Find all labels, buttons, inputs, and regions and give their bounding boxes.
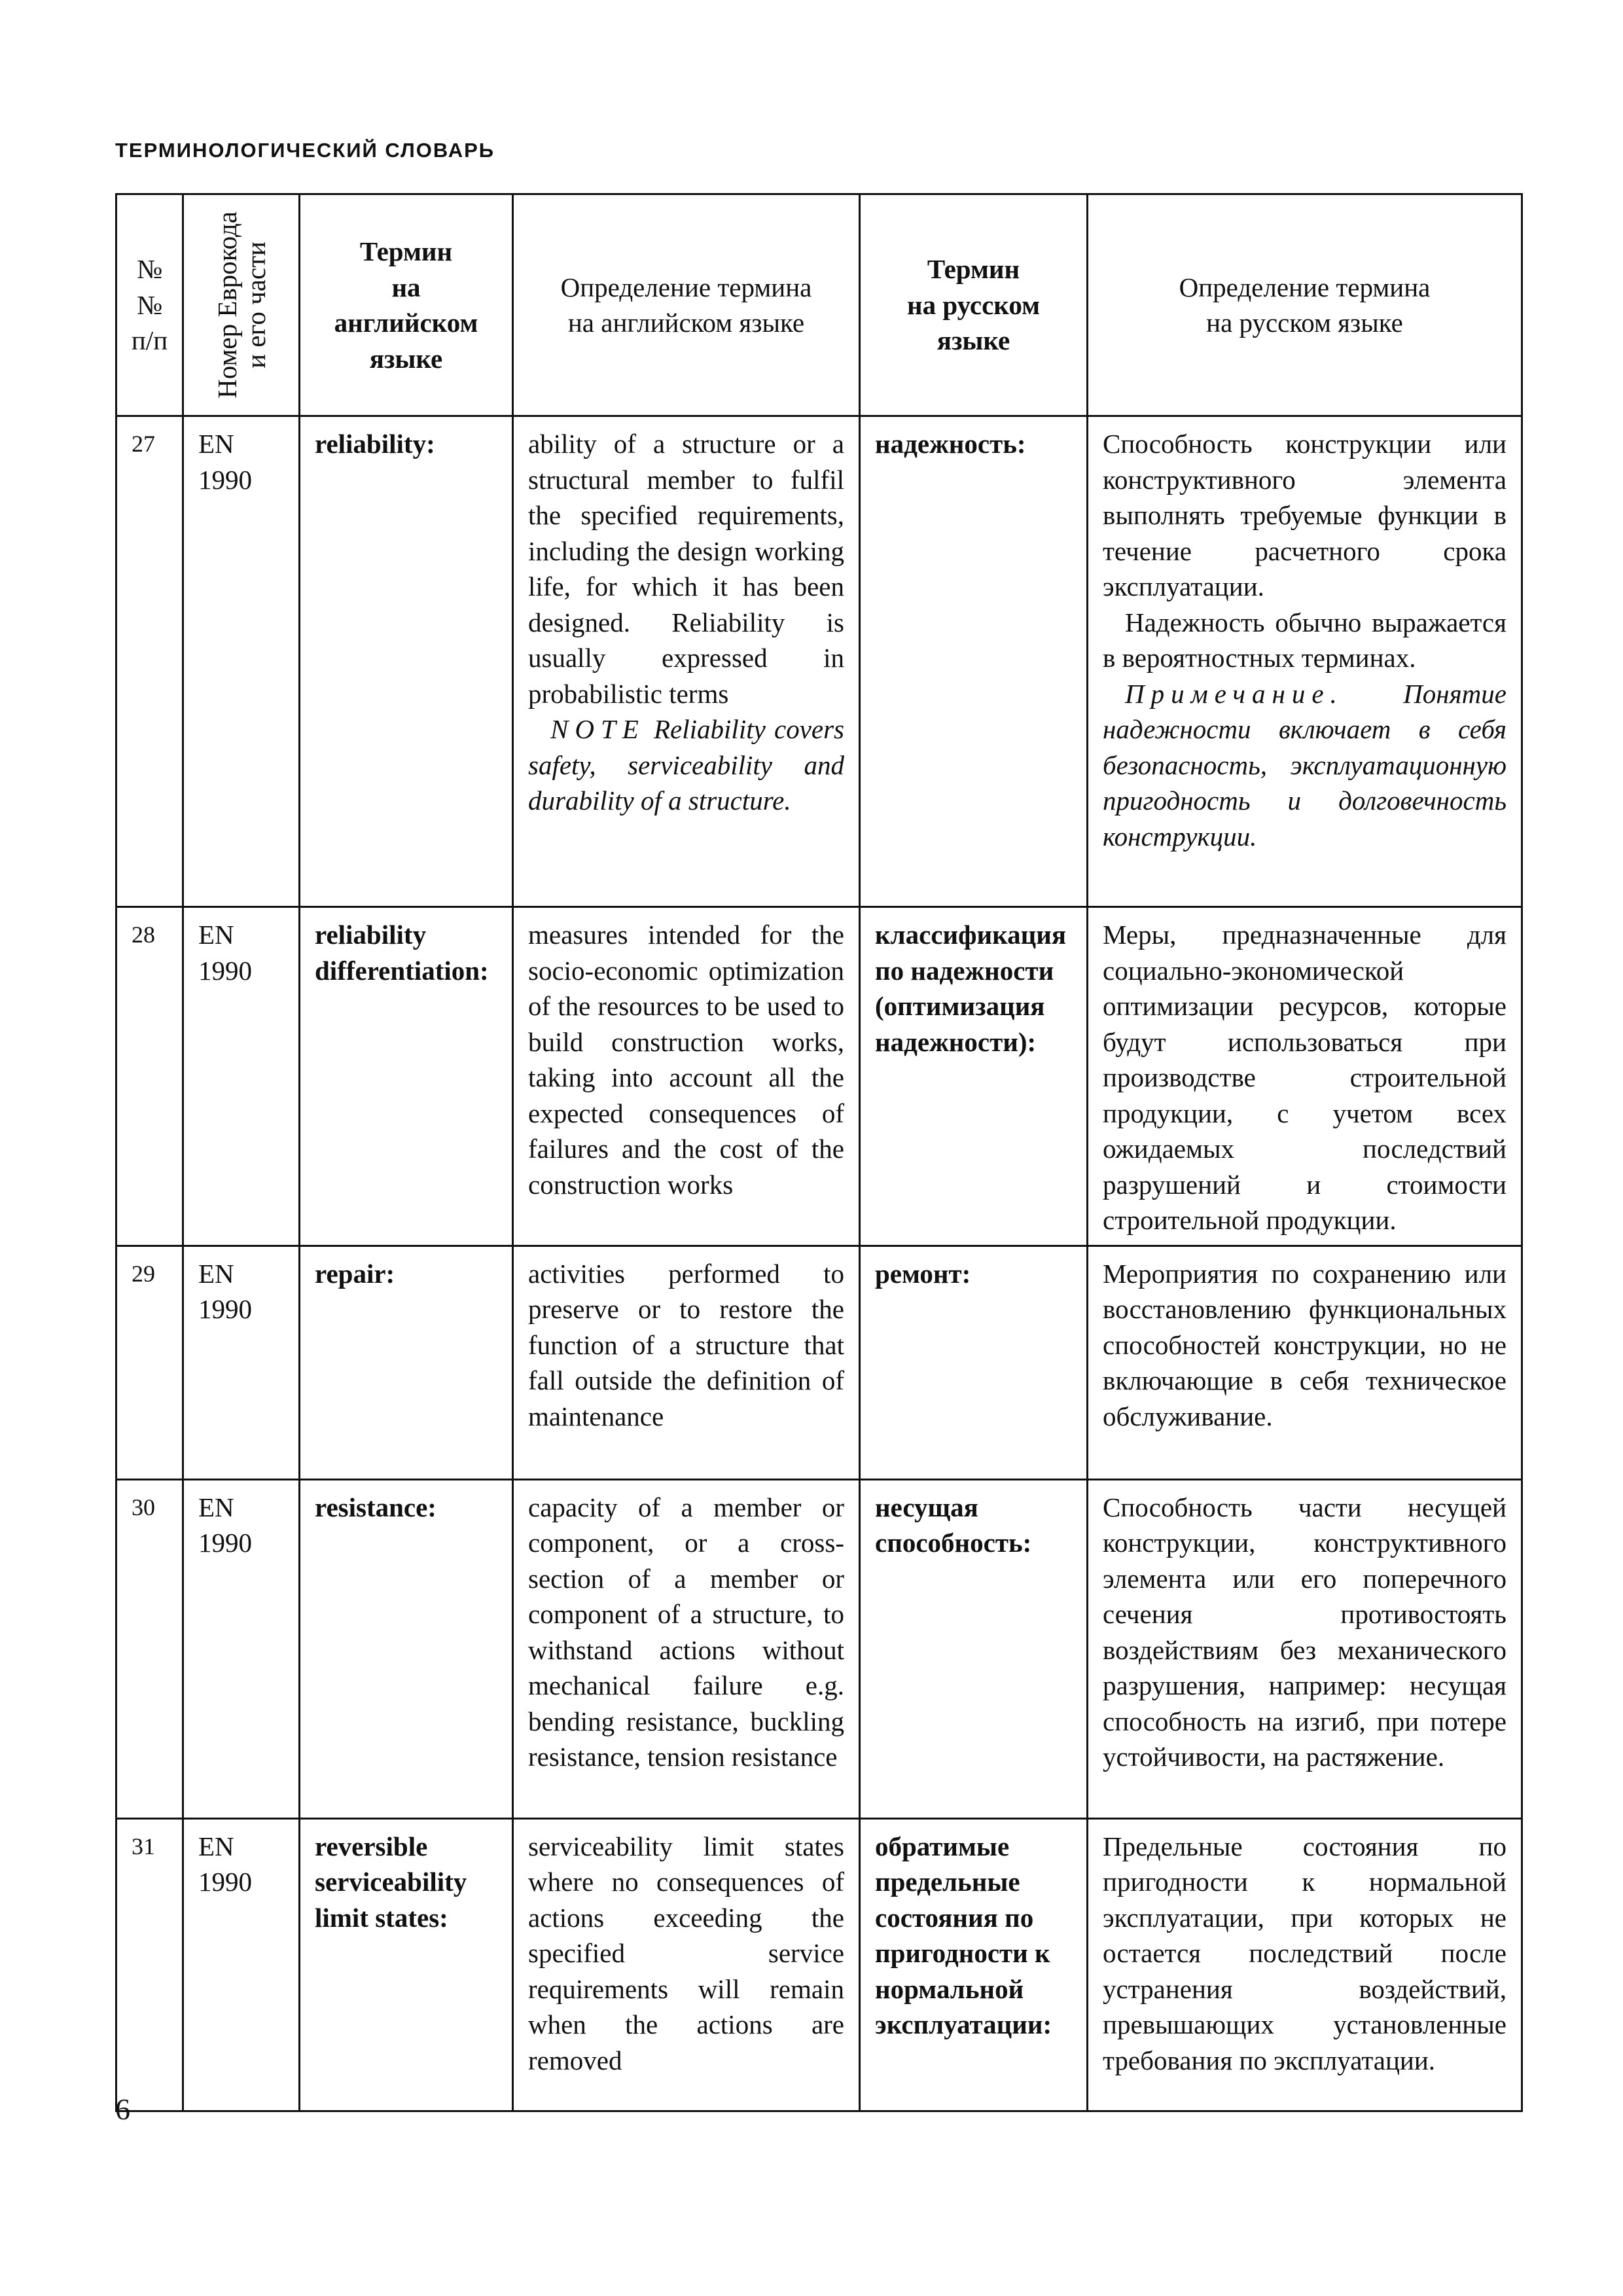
term-ru: несущая способность:	[860, 1479, 1088, 1818]
definition-en-paragraph: serviceability limit states where no consequences of actions exceeding the specified service requirements will remain when the actions are removed	[528, 1831, 844, 2075]
term-en: reliability:	[300, 416, 513, 907]
table-row	[116, 1479, 1522, 1818]
note-ru-text: Понятие надежности включает в себя безопасность, эксплуатационную пригодность и долговечность конструкции.	[1103, 678, 1507, 852]
term-en: resistance:	[300, 1479, 513, 1818]
note-ru	[1103, 676, 1507, 855]
term-en: reliability differentiation:	[300, 907, 513, 1246]
eurocode-cell: EN 1990	[183, 1818, 300, 2111]
definition-en	[513, 416, 860, 907]
definition-ru-paragraph: Предельные состояния по пригодности к нормальной эксплуатации, при которых не остается последствий после устранения воздействий, превышающих установленные требования по эксплуатации.	[1103, 1831, 1507, 2075]
row-number: 30	[116, 1479, 183, 1818]
definition-ru-paragraph: Меры, предназначенные для социально-экономической оптимизации ресурсов, которые будут использоваться при производстве строительной продукции, с учетом всех ожидаемых последствий разрушений и стоимости строительной продукции.	[1103, 920, 1507, 1235]
definition-ru-paragraph: Способность конструкции или конструктивного элемента выполнять требуемые функции в течение расчетного срока эксплуатации.	[1103, 429, 1507, 601]
term-en: reversible serviceability limit states:	[300, 1818, 513, 2111]
table-header-row	[116, 194, 1522, 416]
definition-ru-paragraph: Надежность обычно выражается в вероятностных терминах.	[1103, 607, 1507, 673]
term-ru: обратимые предельные состояния по пригодности к нормальной эксплуатации:	[860, 1818, 1088, 2111]
row-number: 31	[116, 1818, 183, 2111]
running-header: ТЕРМИНОЛОГИЧЕСКИЙ СЛОВАРЬ	[115, 139, 495, 162]
note-en	[528, 711, 844, 819]
eurocode-cell: EN 1990	[183, 416, 300, 907]
definition-en-paragraph: capacity of a member or component, or a cross-section of a member or component of a structure, to withstand actions without mechanical failure e.g. bending resistance, buckling resistance, tension resistance	[528, 1492, 844, 1772]
row-number: 29	[116, 1246, 183, 1479]
eurocode-cell: EN 1990	[183, 907, 300, 1246]
definition-en-paragraph: measures intended for the socio-economic optimization of the resources to be used to build construction works, taking into account all the expected consequences of failures and the cost of the construction works	[528, 920, 844, 1200]
definition-ru	[1088, 1479, 1522, 1818]
definition-en-paragraph: activities performed to preserve or to restore the function of a structure that fall outside the definition of maintenance	[528, 1258, 844, 1431]
term-ru: надежность:	[860, 416, 1088, 907]
definition-ru	[1088, 1818, 1522, 2111]
column-header-eurocode: Номер Еврокода и его части	[183, 194, 300, 416]
column-header-term-ru: Термин на русском языке	[860, 194, 1088, 416]
note-en-text: Reliability covers safety, serviceability and durability of a structure.	[528, 714, 845, 816]
row-number: 28	[116, 907, 183, 1246]
definition-en-paragraph: ability of a structure or a structural member to fulfil the specified requirements, including the design working life, for which it has been designed. Reliability is usually expressed in probabilistic terms	[528, 429, 844, 709]
definition-ru	[1088, 416, 1522, 907]
term-ru: классификация по надежности (оптимизация надежности):	[860, 907, 1088, 1246]
definition-ru-paragraph: Способность части несущей конструкции, конструктивного элемента или его поперечного сечения противостоять воздействиям без механического разрушения, например: несущая способность на изгиб, при потере устойчивости, на растяжение.	[1103, 1492, 1507, 1772]
definition-en	[513, 1479, 860, 1818]
page-number: 6	[115, 2092, 130, 2126]
table-row	[116, 1818, 1522, 2111]
note-ru-label: Примечание.	[1125, 678, 1344, 709]
term-en: repair:	[300, 1246, 513, 1479]
definition-ru	[1088, 1246, 1522, 1479]
eurocode-cell: EN 1990	[183, 1479, 300, 1818]
definition-ru	[1088, 907, 1522, 1246]
note-en-label: NOTE	[550, 714, 645, 744]
row-number: 27	[116, 416, 183, 907]
definition-en	[513, 907, 860, 1246]
column-header-definition-en: Определение термина на английском языке	[513, 194, 860, 416]
term-ru: ремонт:	[860, 1246, 1088, 1479]
table-row	[116, 1246, 1522, 1479]
definition-en	[513, 1246, 860, 1479]
table-row	[116, 907, 1522, 1246]
definition-ru-paragraph: Мероприятия по сохранению или восстановлению функциональных способностей конструкции, но не включающие в себя техническое обслуживание.	[1103, 1258, 1507, 1431]
eurocode-cell: EN 1990	[183, 1246, 300, 1479]
definition-en	[513, 1818, 860, 2111]
column-header-number: №№ п/п	[116, 194, 183, 416]
column-header-term-en: Термин на английском языке	[300, 194, 513, 416]
glossary-table	[115, 193, 1523, 2112]
table-row	[116, 416, 1522, 907]
column-header-definition-ru: Определение термина на русском языке	[1088, 194, 1522, 416]
